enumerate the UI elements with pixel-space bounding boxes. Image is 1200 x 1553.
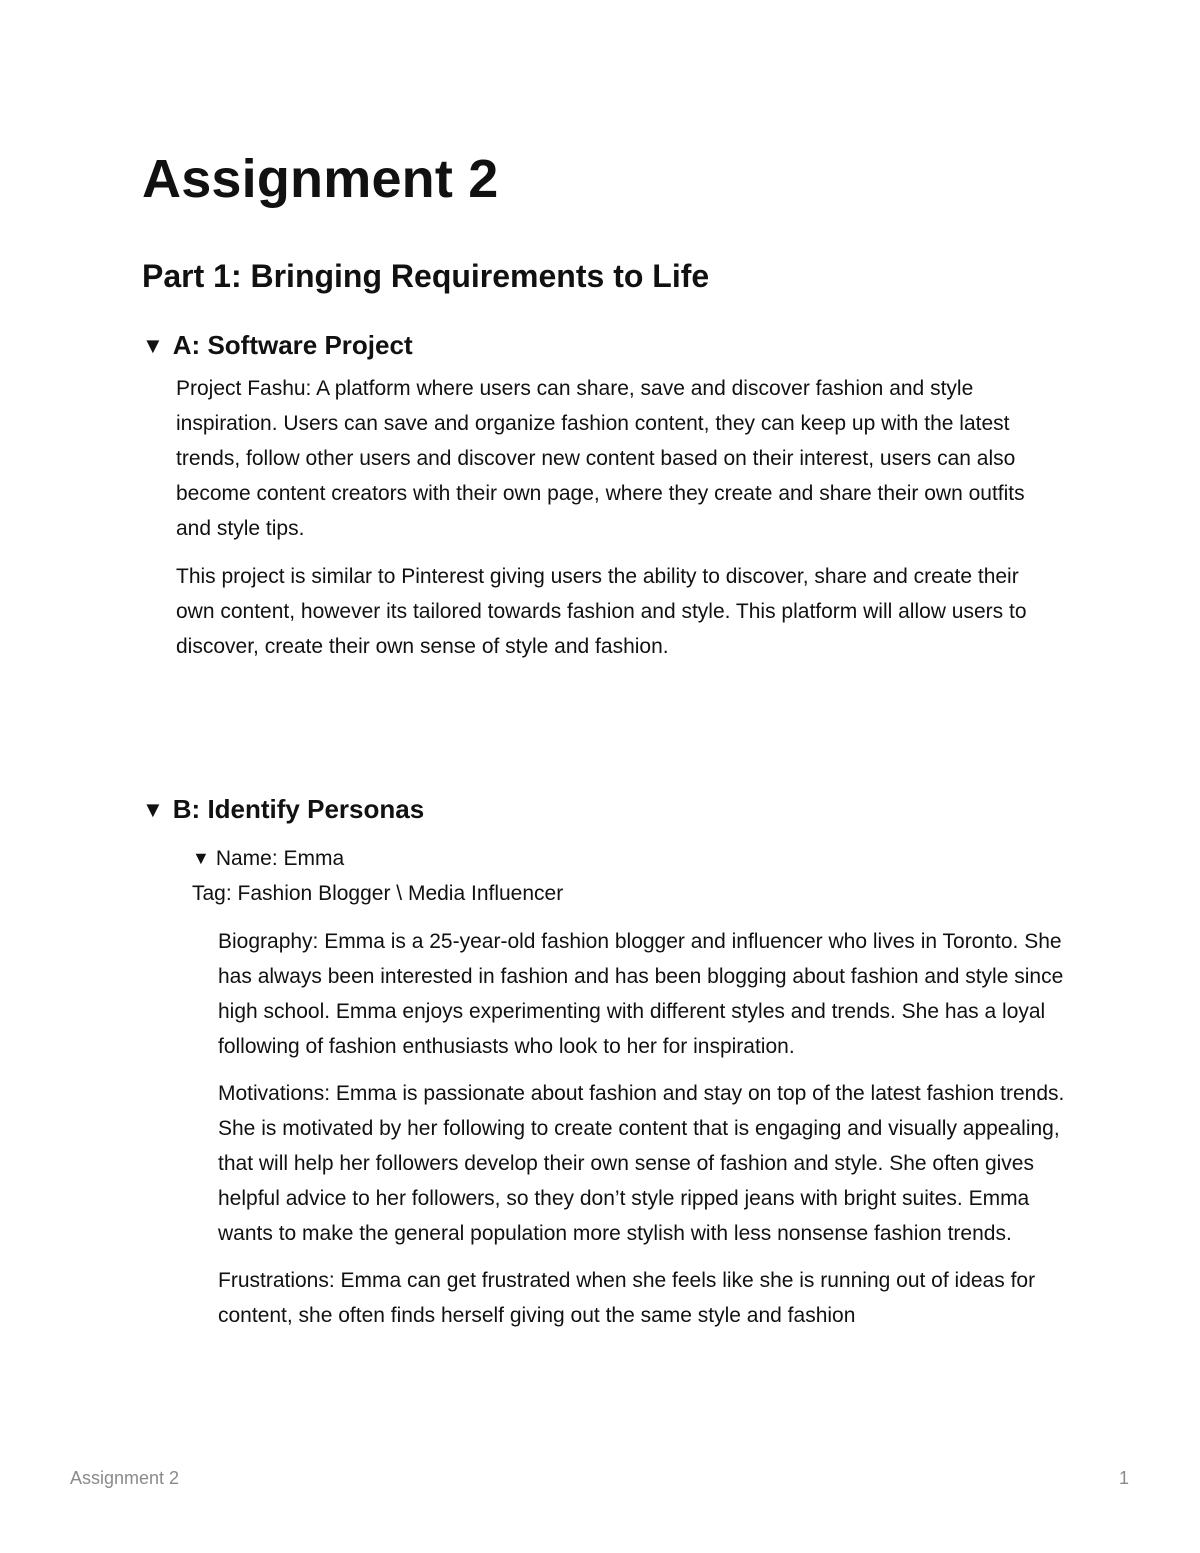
persona-biography: Biography: Emma is a 25-year-old fashion blogger and influencer who lives in Toronto. She has always been interested in fashion and has been blogging about fashion and style since high school. Emma enjoys experimenting with different styles and trends. She has a loyal following of fashion enthusiasts who look to her for inspiration. <box>218 930 1064 1058</box>
footer-page-number: 1 <box>1118 1468 1129 1488</box>
persona-name: Name: Emma <box>215 847 345 870</box>
page-title: Assignment 2 <box>142 149 499 209</box>
persona-motivations: Motivations: Emma is passionate about fashion and stay on top of the latest fashion trends. She is motivated by her following to create content that is engaging and visually appealing, that will help her followers develop their own sense of fashion and style. She often gives helpful advice to her followers, so they don’t style ripped jeans with bright suites. Emma wants to make the general population more stylish with less nonsense fashion trends. <box>218 1082 1065 1245</box>
toggle-triangle-icon[interactable]: ▼ <box>192 848 210 868</box>
section-b-heading: B: Identify Personas <box>172 794 425 824</box>
section-a-heading: A: Software Project <box>172 330 413 360</box>
persona-tag: Tag: Fashion Blogger \ Media Influencer <box>192 882 564 905</box>
toggle-triangle-icon[interactable]: ▼ <box>142 797 164 822</box>
section-a-body <box>176 371 1056 677</box>
part-title: Part 1: Bringing Requirements to Life <box>142 258 710 294</box>
toggle-heading-software-project[interactable] <box>142 327 413 364</box>
paragraph: This project is similar to Pinterest giving users the ability to discover, share and create their own content, however its tailored towards fashion and style. This platform will allow users to discover, create their own sense of style and fashion. <box>176 565 1027 658</box>
footer-document-title: Assignment 2 <box>70 1468 180 1488</box>
toggle-heading-identify-personas[interactable] <box>142 791 424 828</box>
paragraph: Project Fashu: A platform where users can share, save and discover fashion and style inspiration. Users can save and organize fashion content, they can keep up with the latest trends, follow other users and discover new content based on their interest, users can also become content creators with their own page, where they create and share their own outfits and style tips. <box>176 377 1025 540</box>
persona-frustrations: Frustrations: Emma can get frustrated when she feels like she is running out of ideas for content, she often finds herself giving out the same style and fashion <box>218 1269 1036 1327</box>
persona-details <box>218 924 1068 1345</box>
toggle-triangle-icon[interactable]: ▼ <box>142 333 164 358</box>
persona-toggle-emma[interactable] <box>192 841 344 876</box>
